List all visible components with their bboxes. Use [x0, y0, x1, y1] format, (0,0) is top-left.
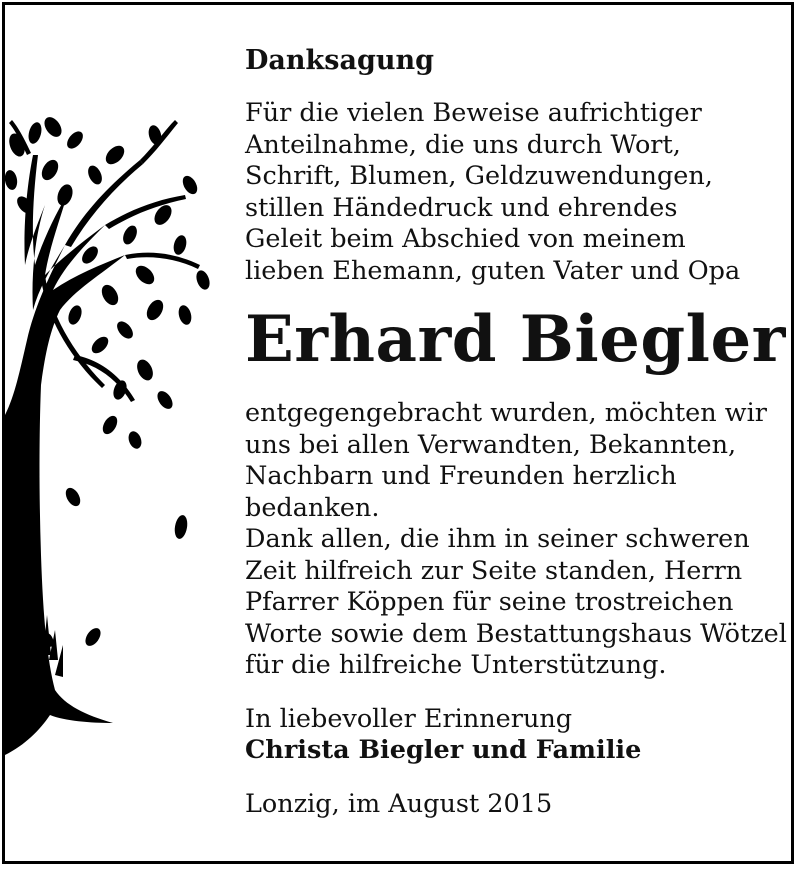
intro-line: Anteilnahme, die uns durch Wort, [245, 129, 681, 160]
intro-line: lieben Ehemann, guten Vater und Opa [245, 255, 741, 286]
intro-line: stillen Händedruck und ehrendes [245, 192, 678, 223]
deceased-name: Erhard Biegler [245, 302, 786, 377]
body-line: für die hilfreiche Unterstützung. [245, 650, 667, 680]
body-line: bedanken. [245, 492, 380, 523]
heading: Danksagung [245, 45, 434, 76]
intro-line: Für die vielen Beweise aufrichtiger [245, 98, 702, 128]
closing-text: In liebevoller Erinnerung [245, 703, 573, 734]
intro-paragraph [245, 98, 793, 287]
body-line: Zeit hilfreich zur Seite standen, Herrn [245, 555, 743, 586]
body-line: entgegengebracht wurden, möchten wir [245, 398, 767, 428]
obituary-frame [2, 2, 794, 864]
body-line: Nachbarn und Freunden herzlich [245, 461, 677, 491]
body-paragraph [245, 398, 793, 682]
body-line: Worte sowie dem Bestattungshaus Wötzel [245, 618, 787, 649]
intro-line: Schrift, Blumen, Geldzuwendungen, [245, 161, 713, 191]
body-line: uns bei allen Verwandten, Bekannten, [245, 429, 737, 460]
intro-line: Geleit beim Abschied von meinem [245, 224, 686, 254]
tree-silhouette-icon [5, 115, 220, 755]
body-line: Pfarrer Köppen für seine trostreichen [245, 587, 734, 617]
signature: Christa Biegler und Familie [245, 735, 642, 765]
body-line: Dank allen, die ihm in seiner schweren [245, 524, 750, 554]
obituary-text [245, 35, 793, 820]
place-date: Lonzig, im August 2015 [245, 788, 553, 819]
